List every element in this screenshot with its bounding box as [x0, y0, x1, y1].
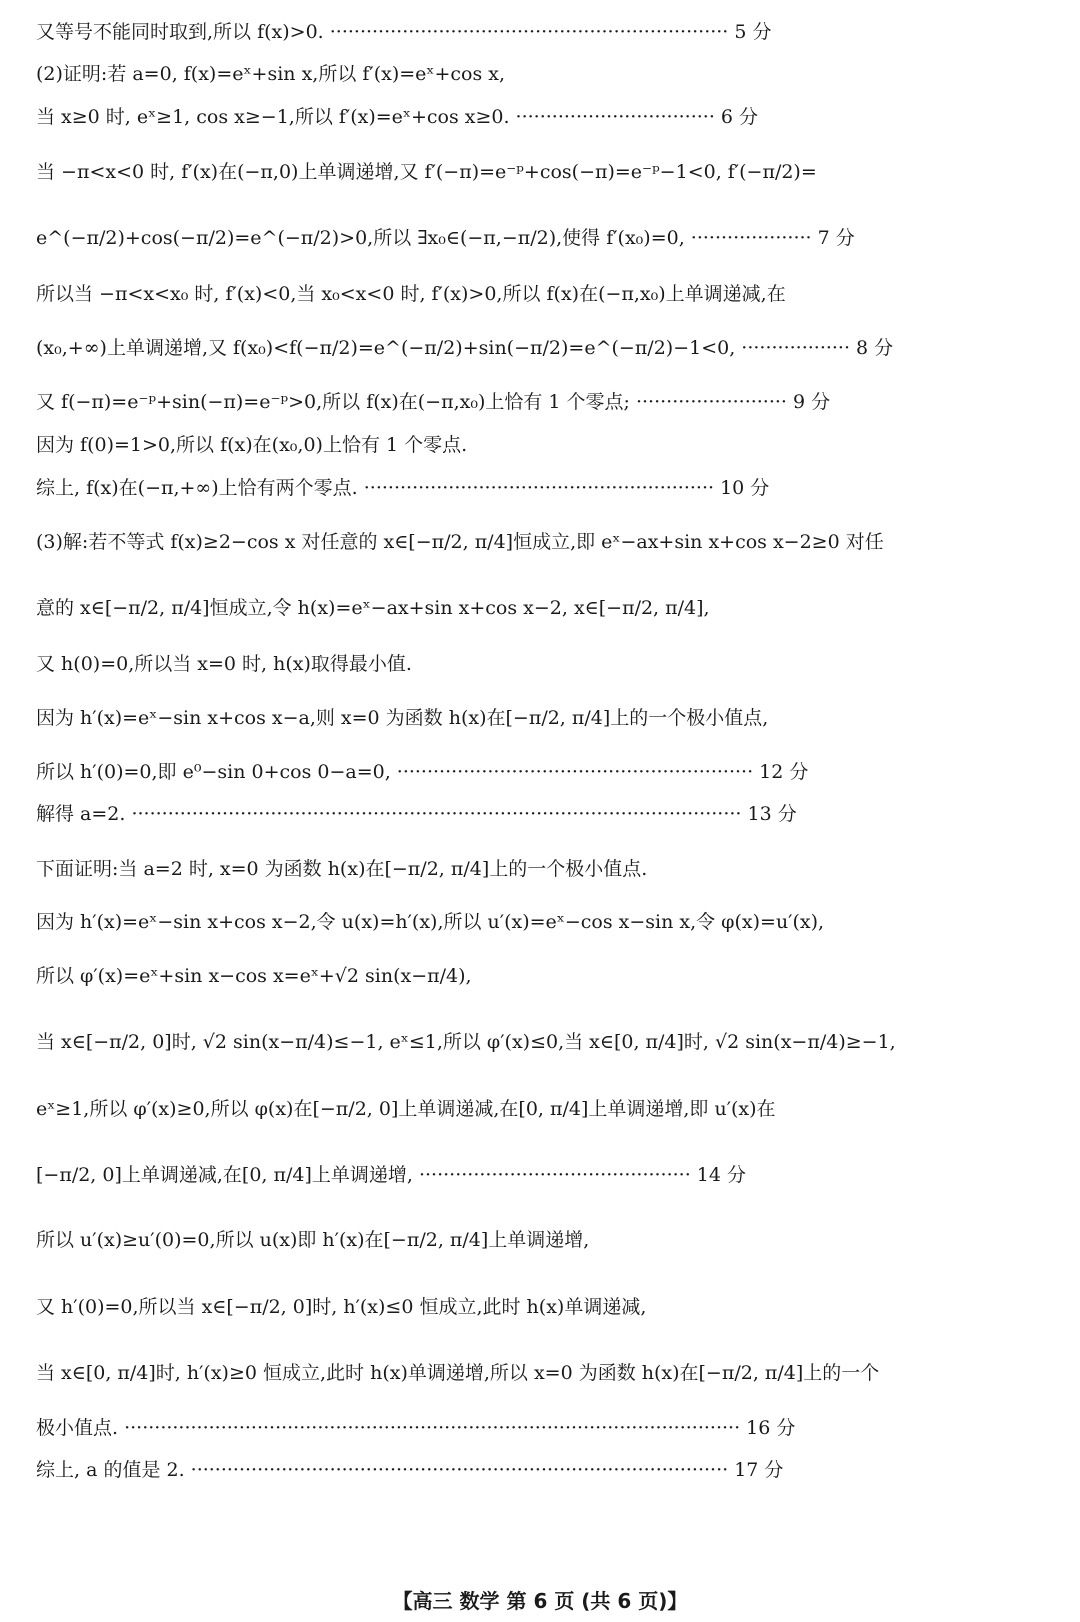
- text-line: 又 h′(0)=0,所以当 x∈[−π/2, 0]时, h′(x)≤0 恒成立,此时 h(x)单调递减,: [36, 1296, 647, 1318]
- text-line: 下面证明:当 a=2 时, x=0 为函数 h(x)在[−π/2, π/4]上的一个极小值点.: [36, 858, 648, 880]
- text-line: (3)解:若不等式 f(x)≥2−cos x 对任意的 x∈[−π/2, π/4]恒成立,即 eˣ−ax+sin x+cos x−2≥0 对任: [36, 531, 884, 553]
- text-line: 所以 h′(0)=0,即 e⁰−sin 0+cos 0−a=0, ··························································· 12 分: [36, 761, 809, 783]
- text-line: 当 −π<x<0 时, f′(x)在(−π,0)上单调递增,又 f′(−π)=e⁻ᵖ+cos(−π)=e⁻ᵖ−1<0, f′(−π/2)=: [36, 161, 817, 183]
- text-line: 所以 u′(x)≥u′(0)=0,所以 u(x)即 h′(x)在[−π/2, π/4]上单调递增,: [36, 1229, 590, 1251]
- text-line: 所以当 −π<x<x₀ 时, f′(x)<0,当 x₀<x<0 时, f′(x)>0,所以 f(x)在(−π,x₀)上单调递减,在: [36, 283, 786, 305]
- text-line: 因为 h′(x)=eˣ−sin x+cos x−a,则 x=0 为函数 h(x)在[−π/2, π/4]上的一个极小值点,: [36, 707, 769, 729]
- text-line: 所以 φ′(x)=eˣ+sin x−cos x=eˣ+√2 sin(x−π/4),: [36, 965, 472, 987]
- text-line: 综上, f(x)在(−π,+∞)上恰有两个零点. ·························································· 10 分: [36, 477, 770, 499]
- text-line: 意的 x∈[−π/2, π/4]恒成立,令 h(x)=eˣ−ax+sin x+cos x−2, x∈[−π/2, π/4],: [36, 597, 710, 619]
- text-line: 因为 f(0)=1>0,所以 f(x)在(x₀,0)上恰有 1 个零点.: [36, 434, 468, 456]
- text-line: 又等号不能同时取到,所以 f(x)>0. ·································································· 5 分: [36, 21, 772, 43]
- text-line: 当 x∈[0, π/4]时, h′(x)≥0 恒成立,此时 h(x)单调递增,所以 x=0 为函数 h(x)在[−π/2, π/4]上的一个: [36, 1362, 880, 1384]
- text-line: e^(−π/2)+cos(−π/2)=e^(−π/2)>0,所以 ∃x₀∈(−π,−π/2),使得 f′(x₀)=0, ···················· 7 分: [36, 227, 855, 249]
- text-line: 又 h(0)=0,所以当 x=0 时, h(x)取得最小值.: [36, 653, 412, 675]
- text-line: 综上, a 的值是 2. ························································································· 17 分: [36, 1459, 784, 1481]
- text-line: 当 x∈[−π/2, 0]时, √2 sin(x−π/4)≤−1, eˣ≤1,所以 φ′(x)≤0,当 x∈[0, π/4]时, √2 sin(x−π/4)≥−1,: [36, 1031, 896, 1053]
- text-line: 解得 a=2. ····································································································· 13 分: [36, 803, 797, 825]
- text-line: eˣ≥1,所以 φ′(x)≥0,所以 φ(x)在[−π/2, 0]上单调递减,在[0, π/4]上单调递增,即 u′(x)在: [36, 1098, 776, 1120]
- text-line: (2)证明:若 a=0, f(x)=eˣ+sin x,所以 f′(x)=eˣ+cos x,: [36, 63, 506, 85]
- page-footer: 【高三 数学 第 6 页 (共 6 页)】: [392, 1589, 688, 1613]
- text-line: 又 f(−π)=e⁻ᵖ+sin(−π)=e⁻ᵖ>0,所以 f(x)在(−π,x₀)上恰有 1 个零点; ························· 9 分: [36, 391, 831, 413]
- text-line: (x₀,+∞)上单调递增,又 f(x₀)<f(−π/2)=e^(−π/2)+sin(−π/2)=e^(−π/2)−1<0, ·················· 8 分: [36, 337, 894, 359]
- text-line: 因为 h′(x)=eˣ−sin x+cos x−2,令 u(x)=h′(x),所以 u′(x)=eˣ−cos x−sin x,令 φ(x)=u′(x),: [36, 911, 825, 933]
- text-line: [−π/2, 0]上单调递减,在[0, π/4]上单调递增, ············································· 14 分: [36, 1164, 747, 1186]
- text-line: 极小值点. ······································································································ 16 分: [36, 1417, 796, 1439]
- text-line: 当 x≥0 时, eˣ≥1, cos x≥−1,所以 f′(x)=eˣ+cos x≥0. ································· 6 分: [36, 106, 759, 128]
